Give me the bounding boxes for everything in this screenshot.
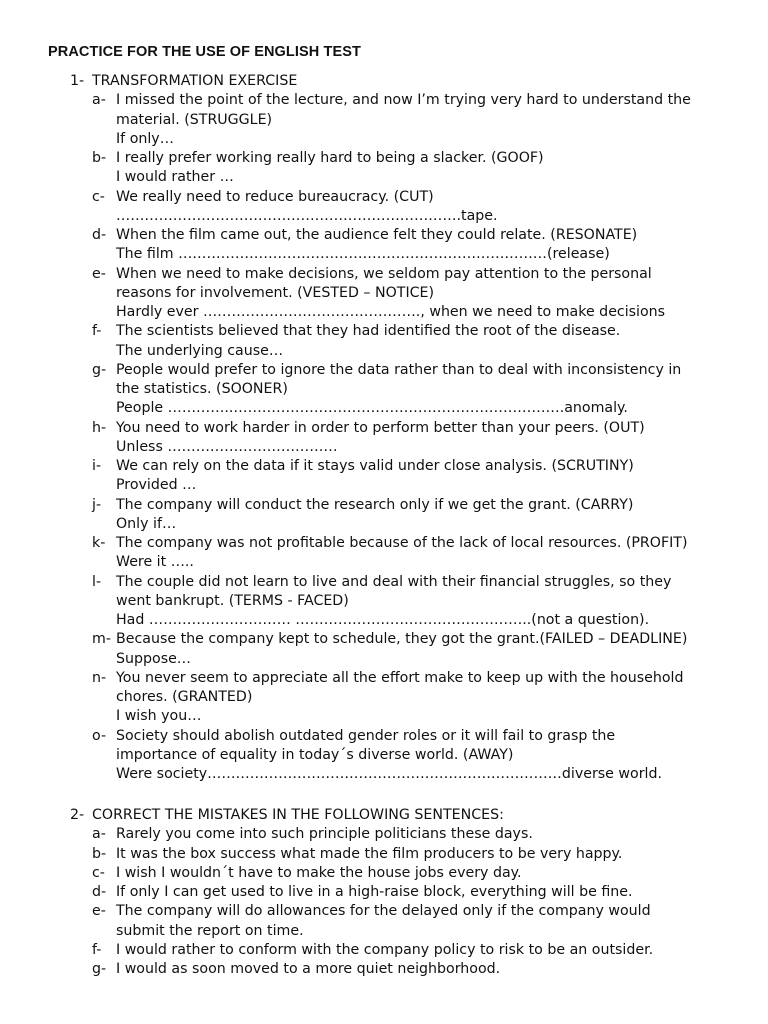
section2-item-line: I would as soon moved to a more quiet neighborhood. [116, 961, 501, 977]
section1-item-line: The couple did not learn to live and deal with their financial struggles, so they [116, 573, 672, 590]
section2-item-line: I wish I wouldn´t have to make the house jobs every day. [116, 864, 522, 881]
section2-item-label: g- [92, 961, 107, 977]
section2-item-line: submit the report on time. [116, 922, 304, 939]
section1-item-line: The scientists believed that they had identified the root of the disease. [116, 323, 621, 340]
section1-item-label: j- [92, 496, 102, 513]
section1-item-line: The company will conduct the research only if we get the grant. (CARRY) [116, 496, 634, 513]
section1-item-line: If only… [116, 130, 174, 147]
section1-item-line: went bankrupt. (TERMS - FACED) [116, 592, 349, 609]
section1-item-label: h- [92, 419, 107, 436]
section1-item-line: The film ……………………………………………………………………(release) [116, 246, 610, 263]
section2-item-line: It was the box success what made the film producers to be very happy. [116, 845, 623, 862]
section2-number: 2- [70, 807, 85, 823]
section1-item-label: n- [92, 669, 107, 686]
section2-item-label: b- [92, 845, 107, 862]
section1-item-label: f- [92, 323, 102, 340]
section1-item-line: Provided … [116, 477, 197, 494]
section1-item-label: g- [92, 361, 107, 378]
section1-item-line: You never seem to appreciate all the effort make to keep up with the household [116, 669, 684, 686]
section1-item-line: When we need to make decisions, we seldom pay attention to the personal [116, 265, 652, 282]
section1-item-line: Only if… [116, 515, 177, 532]
section2-item-line: The company will do allowances for the delayed only if the company would [116, 903, 651, 920]
section1-item-line: I wish you… [116, 708, 202, 725]
section1-item-label: o- [92, 727, 107, 744]
section2-item-line: Rarely you come into such principle politicians these days. [116, 826, 533, 843]
section1-item-label: e- [92, 265, 106, 282]
section1-item-line: People …………..…………………………………………………………….anomaly. [116, 400, 628, 417]
section1-heading: TRANSFORMATION EXERCISE [92, 73, 298, 89]
section1-item-line: material. (STRUGGLE) [116, 111, 273, 128]
section2-item-line: If only I can get used to live in a high-raise block, everything will be fine. [116, 884, 633, 900]
section1-item-label: d- [92, 227, 107, 243]
section1-item-line: chores. (GRANTED) [116, 689, 253, 705]
section2-item-label: d- [92, 884, 107, 900]
section1-number: 1- [70, 73, 85, 89]
section1-item-line: Because the company kept to schedule, they got the grant.(FAILED – DEADLINE) [116, 631, 688, 648]
section1-item-line: The underlying cause… [116, 342, 284, 359]
section1-item-line: Suppose… [116, 650, 191, 667]
section1-item-line: reasons for involvement. (VESTED – NOTICE) [116, 284, 435, 301]
section1-item-line: We can rely on the data if it stays valid under close analysis. (SCRUTINY) [116, 458, 634, 474]
section2-item-line: I would rather to conform with the company policy to risk to be an outsider. [116, 941, 654, 958]
section1-item-line: Had ………………………… …………………………………………..(not a question). [116, 612, 650, 628]
section1-item-line: Society should abolish outdated gender roles or it will fail to grasp the [116, 727, 616, 744]
section1-item-label: b- [92, 150, 107, 166]
section2-item-label: f- [92, 941, 102, 958]
section1-item-label: k- [92, 535, 106, 551]
section1-item-line: Unless ……………………………… [116, 438, 338, 455]
section1-item-line: The company was not profitable because of the lack of local resources. (PROFIT) [116, 535, 688, 551]
section1-item-label: i- [92, 458, 102, 474]
section1-item-label: c- [92, 188, 105, 205]
section2-item-label: c- [92, 864, 105, 881]
section1-item-label: l- [92, 573, 102, 590]
section1-item-line: I would rather … [116, 169, 234, 186]
section1-item-line: I really prefer working really hard to being a slacker. (GOOF) [116, 150, 544, 166]
section2-item-label: a- [92, 826, 106, 843]
section1-item-line: I missed the point of the lecture, and now I’m trying very hard to understand the [116, 92, 691, 109]
page-title: PRACTICE FOR THE USE OF ENGLISH TEST [48, 44, 361, 60]
section1-item-line: You need to work harder in order to perform better than your peers. (OUT) [116, 419, 645, 436]
section1-item-line: Hardly ever ………………………………………., when we need to make decisions [116, 304, 666, 320]
section2-item-label: e- [92, 903, 106, 920]
section1-item-line: ……………………………………………………………….tape. [116, 207, 498, 224]
section1-item-line: We really need to reduce bureaucracy. (CUT) [116, 188, 434, 205]
section1-item-line: the statistics. (SOONER) [116, 381, 288, 397]
section1-item-label: m- [92, 631, 111, 648]
section1-item-line: When the film came out, the audience felt they could relate. (RESONATE) [116, 227, 638, 243]
section1-item-label: a- [92, 92, 106, 109]
section2-heading: CORRECT THE MISTAKES IN THE FOLLOWING SENTENCES: [92, 807, 504, 823]
section1-item-line: Were society…………………………………………………………………diverse world. [116, 766, 662, 782]
section1-item-line: importance of equality in today´s diverse world. (AWAY) [116, 746, 514, 763]
section1-item-line: People would prefer to ignore the data rather than to deal with inconsistency in [116, 361, 682, 378]
section1-item-line: Were it ….. [116, 554, 194, 571]
